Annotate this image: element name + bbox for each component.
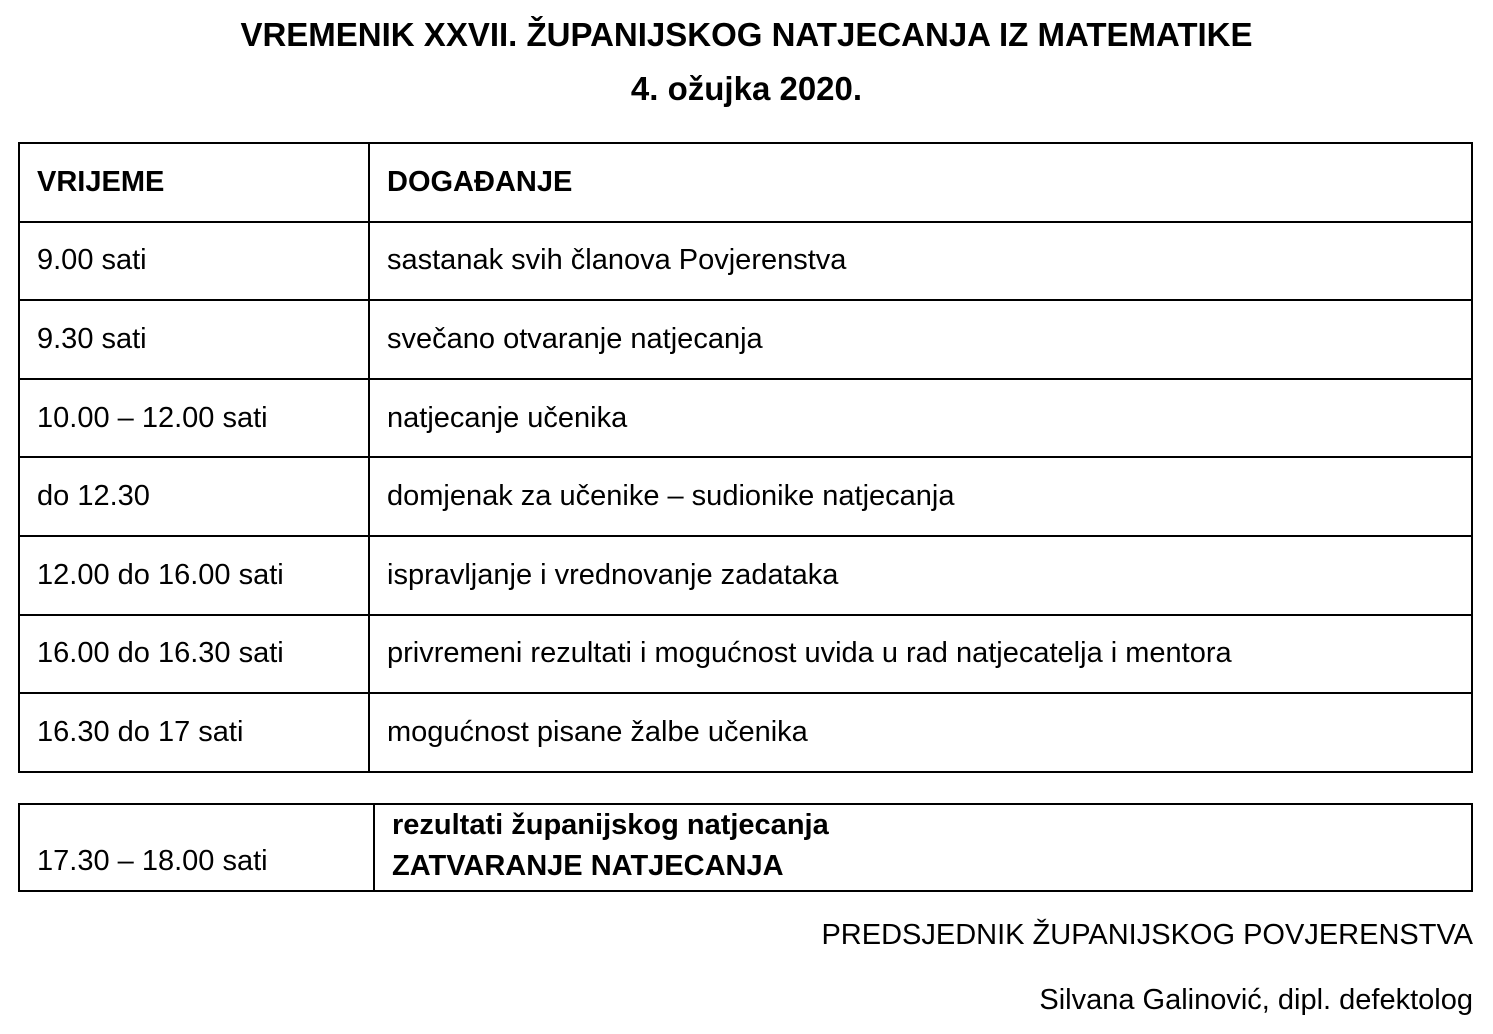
closing-row	[19, 804, 1472, 891]
table-row	[19, 693, 1472, 772]
closing-event	[374, 804, 1472, 891]
closing-event-results: rezultati županijskog natjecanja	[392, 809, 829, 841]
row-event: mogućnost pisane žalbe učenika	[369, 693, 1472, 772]
table-row	[19, 379, 1472, 458]
row-event: svečano otvaranje natjecanja	[369, 300, 1472, 379]
table-row	[19, 300, 1472, 379]
table-row	[19, 536, 1472, 615]
signature-name: Silvana Galinović, dipl. defektolog	[1039, 984, 1473, 1016]
row-time: 9.30 sati	[19, 300, 369, 379]
header-event: DOGAĐANJE	[369, 143, 1472, 222]
document-title: VREMENIK XXVII. ŽUPANIJSKOG NATJECANJA IZ MATEMATIKE	[240, 16, 1253, 53]
header-time: VRIJEME	[19, 143, 369, 222]
row-event: ispravljanje i vrednovanje zadataka	[369, 536, 1472, 615]
signature-role: PREDSJEDNIK ŽUPANIJSKOG POVJERENSTVA	[821, 919, 1473, 951]
row-event: natjecanje učenika	[369, 379, 1472, 458]
schedule-table	[18, 142, 1473, 773]
row-event: domjenak za učenike – sudionike natjecanja	[369, 457, 1472, 536]
row-time: 12.00 do 16.00 sati	[19, 536, 369, 615]
document-date: 4. ožujka 2020.	[630, 70, 863, 107]
table-row	[19, 615, 1472, 694]
table-header-row	[19, 143, 1472, 222]
table-row	[19, 457, 1472, 536]
row-time: 16.00 do 16.30 sati	[19, 615, 369, 694]
row-time: 9.00 sati	[19, 222, 369, 301]
row-time: do 12.30	[19, 457, 369, 536]
closing-time: 17.30 – 18.00 sati	[19, 804, 374, 891]
closing-event-ceremony: ZATVARANJE NATJECANJA	[392, 849, 784, 882]
row-time: 10.00 – 12.00 sati	[19, 379, 369, 458]
row-time: 16.30 do 17 sati	[19, 693, 369, 772]
row-event: privremeni rezultati i mogućnost uvida u rad natjecatelja i mentora	[369, 615, 1472, 694]
closing-table	[18, 803, 1473, 892]
row-event: sastanak svih članova Povjerenstva	[369, 222, 1472, 301]
table-row	[19, 222, 1472, 301]
